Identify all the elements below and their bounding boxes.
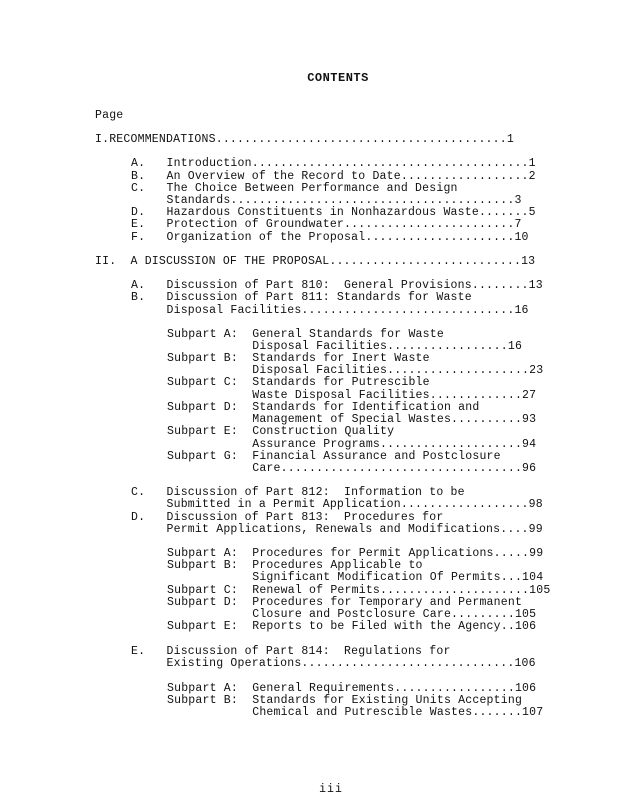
toc-entry: Subpart B: Procedures Applicable to xyxy=(167,559,423,572)
toc-entry: Subpart A: General Requirements.................106 xyxy=(167,682,537,695)
toc-entry: A. Introduction.......................................1 xyxy=(131,157,536,170)
page-column-label: Page xyxy=(95,109,124,122)
toc-entry: B. An Overview of the Record to Date..................2 xyxy=(131,170,536,183)
toc-entry: C. Discussion of Part 812: Information to be xyxy=(131,486,465,499)
toc-entry: Subpart C: Renewal of Permits.....................105 xyxy=(167,584,551,597)
toc-entry: D. Hazardous Constituents in Nonhazardous Waste.......5 xyxy=(131,206,536,219)
toc-entry: Management of Special Wastes..........93 xyxy=(167,413,537,426)
toc-entry: E. Protection of Groundwater........................7 xyxy=(131,218,522,231)
toc-entry: Closure and Postclosure Care.........105 xyxy=(167,608,537,621)
toc-entry: Standards........................................3 xyxy=(131,194,522,207)
toc-entry: Subpart A: Procedures for Permit Applications.....99 xyxy=(167,547,544,560)
toc-entry: Disposal Facilities..............................16 xyxy=(131,304,529,317)
toc-entry: Assurance Programs....................94 xyxy=(167,438,537,451)
toc-entry: Existing Operations..............................106 xyxy=(131,657,536,670)
toc-entry: Subpart B: Standards for Inert Waste xyxy=(167,352,430,365)
toc-entry: Subpart E: Construction Quality xyxy=(167,425,395,438)
toc-entry: Subpart D: Standards for Identification and xyxy=(167,401,480,414)
toc-entry: A. Discussion of Part 810: General Provisions........13 xyxy=(131,279,543,292)
toc-entry: F. Organization of the Proposal.....................10 xyxy=(131,231,529,244)
toc-entry: Chemical and Putrescible Wastes.......107 xyxy=(167,706,544,719)
toc-entry: Waste Disposal Facilities.............27 xyxy=(167,389,537,402)
toc-entry: Subpart D: Procedures for Temporary and Permanent xyxy=(167,596,523,609)
toc-entry: Disposal Facilities....................23 xyxy=(167,364,544,377)
toc-entry: Significant Modification Of Permits...104 xyxy=(167,571,544,584)
page-number: iii xyxy=(319,783,343,796)
toc-entry: B. Discussion of Part 811: Standards for Waste xyxy=(131,291,472,304)
toc-entry: Submitted in a Permit Application..................98 xyxy=(131,498,543,511)
toc-entry: Subpart G: Financial Assurance and Postclosure xyxy=(167,450,501,463)
toc-entry: Permit Applications, Renewals and Modifications....99 xyxy=(131,523,543,536)
toc-entry: II. A DISCUSSION OF THE PROPOSAL...........................13 xyxy=(95,255,536,268)
toc-entry: Disposal Facilities.................16 xyxy=(167,340,523,353)
toc-entry: D. Discussion of Part 813: Procedures for xyxy=(131,511,444,524)
toc-entry: I.RECOMMENDATIONS.........................................1 xyxy=(95,133,514,146)
toc-entry: Care..................................96 xyxy=(167,462,537,475)
toc-entry: Subpart A: General Standards for Waste xyxy=(167,328,444,341)
toc-entry: Subpart B: Standards for Existing Units Accepting xyxy=(167,694,523,707)
toc-entry: Subpart E: Reports to be Filed with the Agency..106 xyxy=(167,620,537,633)
toc-entry: C. The Choice Between Performance and Design xyxy=(131,182,458,195)
toc-entry: Subpart C: Standards for Putrescible xyxy=(167,376,430,389)
page-title: CONTENTS xyxy=(307,71,369,85)
toc-entry: E. Discussion of Part 814: Regulations for xyxy=(131,645,451,658)
